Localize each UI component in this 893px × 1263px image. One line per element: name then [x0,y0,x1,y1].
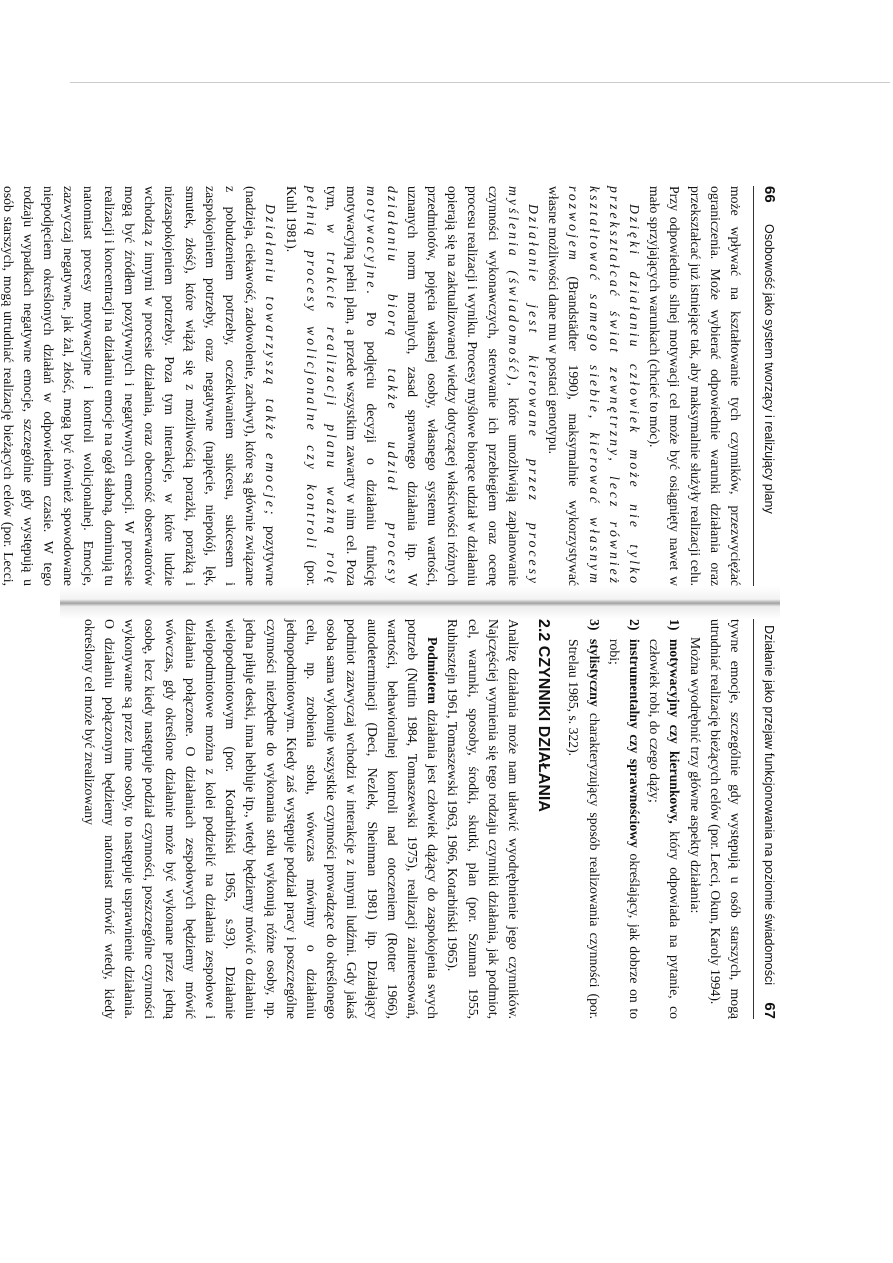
emphasis: Dzięki działaniu człowiek może nie tylko przekształcać świat zewnętrzny, lecz również kształtować samego siebie, kierować własnym rozwojem [566,186,642,586]
left-header [753,186,780,586]
list-item: 1) motywacyjny czy kierunkowy, który odpowiada na pytanie, co człowiek robi, do czego dąży; [647,619,683,1019]
page-number: 66 [761,186,778,203]
text: (Brandstädter 1990), maksymalnie wykorzystywać własne możliwości dane mu w postaci genotypu. [546,186,582,586]
emphasis: Działanie jest kierowane przez procesy myślenia (świadomość), [505,186,541,586]
emphasis: Działaniu towarzyszą także emocje; [263,204,279,518]
scan-artifact-line [70,82,890,83]
left-page [0,186,780,587]
paragraph: Analizę działania może nam ułatwić wyodrębnienie jego czynników. Najczęściej wymienia się tego rodzaju czynniki działania, jak podmiot, cel, warunki, sposoby, środki, skutki, plan (por. Szuman 1955, Rubinsztejn 1961, Tomaszewski 1963, 1966, Kotarbiński 1965). [445,619,521,1019]
text: które umożliwiają zaplanowanie czynności wykonawczych, sterowanie ich przebiegiem oraz ocenę procesu realizacji i wyniku. Procesy myślowe biorące udział w działaniu opierają się na zaktualizowanej wiedzy dotyczącej właściwości różnych przedmiotów, pojęcia własnej osoby, własnego systemu wartości, uznanych norm moralnych, zasad sprawnego działania itp. W [404,186,521,586]
paragraph: tywne emocje, szczególnie gdy występują u osób starszych, mogą utrudniać realizację bieżących celów (por. Lecci, Okun, Karoly 1994). [707,619,743,1019]
paragraph: może wpływać na kształtowanie tych czynników, przezwyciężać ograniczenia. Może wybierać odpowiednie warunki działania oraz przekształcać już istniejące tak, aby maksymalnie służyły realizacji celu. Przy odpowiednio silnej motywacji cel może być osiągnięty nawet w mało sprzyjających warunkach (chcieć to móc). [647,186,743,586]
running-head: Osobowość jako system tworzący i realizujący plany [762,224,776,514]
right-body-text [79,619,746,1019]
text: pozytywne (nadzieja, ciekawość, zadowolenie, zachwyt), które są głównie związane z pobudzeniem potrzeby, oczekiwaniem sukcesu, sukcesem i zaspokojeniem potrzeby, oraz negatywne (napięcie, niepokój, lęk, smutek, złość), które wiążą się z możliwością porażki, porażką i niezaspokojeniem potrzeby. Poza tym interakcje, w które ludzie wchodzą z innymi w procesie działania, oraz obecność obserwatorów mogą być źródłem pozytywnych i negatywnych emocji. W procesie realizacji i koncentracji na działaniu emocje na ogół słabną, dominują tu natomiast procesy motywacyjne i kontroli wolicjonalnej. Emocje, zazwyczaj negatywne, jak żal, złość, mogą być również spowodowane niepodjęciem określonych działań w odpowiednim czasie. W tego rodzaju wypadkach negatywne emocje, szczególnie gdy występują u osób starszych, mogą utrudniać realizację bieżących celów (por. Lecci, [0,186,279,587]
emphasis: działaniu biorą także udział procesy motywacyjne. [364,186,400,586]
paragraph [280,186,543,586]
text: działania jest człowiek dążący do zaspokojenia swych potrzeb (Nuttin 1984, Tomaszewski 1975), realizacji zainteresowań, wartości, behawioralnej kontroli nad otoczeniem (Rotter 1966), autodeterminacji (Deci, Nezlek, Sheinman 1981) itp. Działający podmiot zazwyczaj wchodzi w interakcje z innymi ludźmi. Gdy jakaś osoba sama wykonuje wszystkie czynności prowadzące do określonego celu, np. zrobienia stołu, wówczas mówimy o działaniu jednopodmiotowym. Kiedy zaś występuje podział pracy i poszczególne czynności niezbędne do wykonania stołu wykonują różne osoby, np. jedna piłuje deski, inna hebluje itp., wtedy będziemy mówić o działaniu wielopodmiotowym (por. Kotarbiński 1965, s.93). Działanie wielopodmiotowe można z kolei podzielić na działania zespołowe i działania połączone. O działaniach zespołowych będziemy mówić wówczas, gdy określone działanie może być wykonane przez jedną osobę, lecz kiedy następuje podział czynności, poszczególne czynności wykonywane są przez inne osoby, to następuje usprawnienie działania. O działaniu połączonym będziemy natomiast mówić wtedy, kiedy określony cel może być zrealizowany [81,619,441,1019]
text: (por. Kuhl 1981). [283,186,319,586]
right-page [60,619,780,1019]
book-spread [0,186,780,1019]
left-body-text [0,186,745,586]
paragraph: Można wyodrębnić trzy główne aspekty działania: [687,637,703,914]
rotated-spread [0,186,780,1019]
running-head: Działanie jako przejaw funkcjonowania na poziomie świadomości [762,625,776,985]
page-number: 67 [761,1002,778,1019]
aspects-list [563,619,684,1019]
right-header [753,619,780,1019]
list-item: 2) instrumentalny czy sprawnościowy określający, jak dobrze on to robi; [606,619,642,1019]
emphasis: w trakcie realizacji planu ważną rolę pełnią procesy wolicjonalne czy kontroli [303,186,339,587]
paragraph [0,186,280,586]
paragraph [79,619,443,1019]
list-item: 3) stylistyczny charakteryzujący sposób realizowania czynności (por. Strelau 1985, s. 322). [566,619,602,1019]
term: Podmiotem [425,637,441,704]
section-heading: 2.2 CZYNNIKI DZIAŁANIA [535,619,553,812]
book-gutter [60,586,780,619]
paragraph [543,186,644,586]
scan-margin [0,0,893,120]
text: Po podjęciu decyzji o działaniu funkcję motywacyjną pełni plan, a przede wszystkim zawarty w nim cel. Poza tym, [323,186,380,586]
